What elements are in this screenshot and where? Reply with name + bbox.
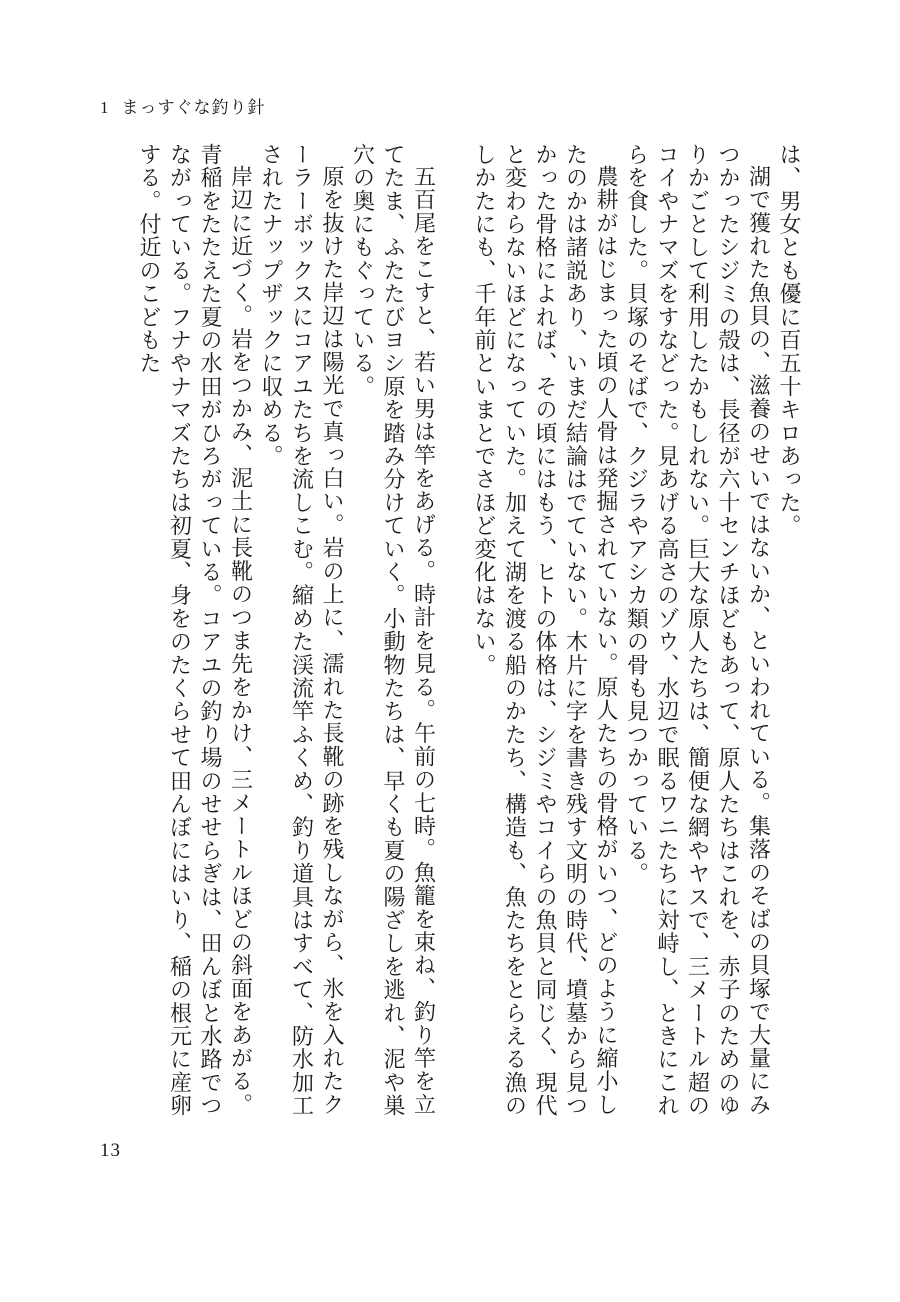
page-number: 13 [100, 1140, 121, 1161]
body-text [133, 143, 804, 1128]
chapter-number: 1 [100, 98, 110, 117]
paragraph-5: 原を抜けた岸辺は陽光で真っ白い。岩の上に、濡れた長靴の跡を残しながら、氷を入れたクーラーボックスにコアユたちを流しこむ。縮めた渓流竿ふくめ、釣り道具はすべて、防水加工されたナップザックに収める。 [258, 143, 344, 1118]
paragraph-3: 農耕がはじまった頃の人骨は発掘されていない。原人たちの骨格がいつ、どのように縮小したのかは諸説あり、いまだ結論はでていない。木片に字を書き残す文明の時代、墳墓から見つかった骨格によれば、その頃にはもう、ヒトの体格は、シジミやコイらの魚貝と同じく、現代と変わらないほどになっていた。加えて湖を渡る船のかたち、構造も、魚たちをとらえる漁のしかたにも、千年前といまとでさほど変化はない。 [471, 143, 618, 1118]
paragraph-1: は、男女とも優に百五十キロあった。 [776, 143, 801, 538]
chapter-title: まっすぐな釣り針 [121, 98, 266, 118]
paragraph-4: 五百尾をこすと、若い男は竿をあげる。時計を見る。午前の七時。魚籠を束ね、釣り竿を立てたま、ふたたびヨシ原を踏み分けていく。小動物たちは、早くも夏の陽ざしを逃れ、泥や巣穴の奥にもぐっている。 [349, 143, 436, 1118]
paragraph-6: 岸辺に近づく。岩をつかみ、泥土に長靴のつま先をかけ、三メートルほどの斜面をあがる。青稲をたたえた夏の水田がひろがっている。コアユの釣り場のせせらぎは、田んぼと水路でつながっている。フナやナマズたちは初夏、身をのたくらせて田んぼにはいり、稲の根元に産卵する。付近のこどもた [136, 143, 253, 1118]
paragraph-2: 湖で獲れた魚貝の、滋養のせいではないか、といわれている。集落のそばの貝塚で大量にみつかったシジミの殻は、長径が六十センチほどもあって、原人たちはこれを、赤子のためのゆりかごとして利用したかもしれない。巨大な原人たちは、簡便な網やヤスで、三メートル超のコイやナマズをすなどった。見あげる高さのゾウ、水辺で眠るワニたちに対峙し、ときにこれらを食した。貝塚のそばで、クジラやアシカ類の骨も見つかっている。 [623, 143, 771, 1118]
running-head [100, 93, 266, 118]
